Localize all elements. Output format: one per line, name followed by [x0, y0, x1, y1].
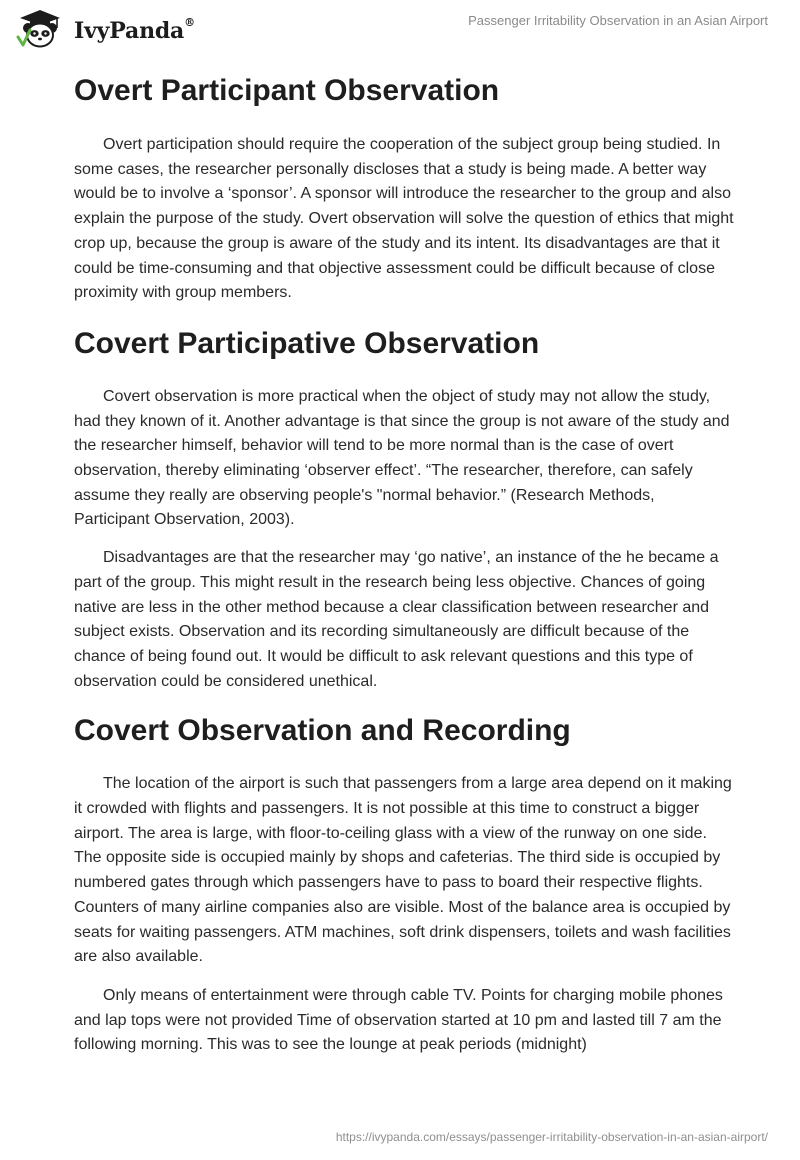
section-heading-covert-recording: Covert Observation and Recording [74, 714, 571, 748]
source-url[interactable]: https://ivypanda.com/essays/passenger-irritability-observation-in-an-asian-airport/ [335, 1130, 768, 1144]
document-title: Passenger Irritability Observation in an Asian Airport [468, 13, 768, 28]
registered-mark: ® [184, 15, 195, 29]
paragraph: Disadvantages are that the researcher may ‘go native’, an instance of the he became a part of the group. This might result in the research being less objective. Chances of going native are less in the other method because a clear classification between researcher and subject exists. Observation and its recording simultaneously are difficult because of the chance of being found out. It would be difficult to ask relevant questions and this type of observation could be considered unethical. [74, 549, 719, 690]
panda-graduate-logo-icon [16, 8, 64, 50]
article-body [74, 70, 734, 1058]
paragraph: The location of the airport is such that passengers from a large area depend on it making it crowded with flights and passengers. It is not possible at this time to construct a bigger airport. The area is large, with floor-to-ceiling glass with a view of the runway on one side. The opposite side is occupied mainly by shops and cafeterias. The third side is occupied by numbered gates through which passengers have to pass to board their respective flights. Counters of many airline companies also are visible. Most of the balance area is occupied by seats for waiting passengers. ATM machines, soft drink dispensers, toilets and wash facilities are also available. [74, 775, 732, 966]
brand-logo[interactable] [16, 8, 195, 50]
paragraph: Only means of entertainment were through cable TV. Points for charging mobile phones and lap tops were not provided Time of observation started at 10 pm and lasted till 7 am the following morning. This was to see the lounge at peak periods (midnight) [74, 986, 723, 1054]
section-heading-overt-participant: Overt Participant Observation [74, 74, 500, 107]
section-heading-covert-participative: Covert Participative Observation [74, 326, 540, 360]
paragraph: Overt participation should require the cooperation of the subject group being studied. In some cases, the researcher personally discloses that a study is being made. A better way would be to involve a ‘sponsor’. A sponsor will introduce the researcher to the group and also explain the purpose of the study. Overt observation will solve the question of ethics that might crop up, because the group is aware of the study and its intent. Its disadvantages are that it could be time-consuming and that objective assessment could be difficult because of close proximity with group members. [74, 136, 734, 302]
paragraph: Covert observation is more practical when the object of study may not allow the study, had they known of it. Another advantage is that since the group is not aware of the study and the researcher himself, behavior will tend to be more normal than is the case of overt observation, thereby eliminating ‘observer effect’. “The researcher, therefore, can safely assume they really are observing people's "normal behavior.” (Research Methods, Participant Observation, 2003). [74, 387, 730, 529]
page-header [0, 0, 800, 60]
brand-name: IvyPanda® [74, 15, 195, 44]
